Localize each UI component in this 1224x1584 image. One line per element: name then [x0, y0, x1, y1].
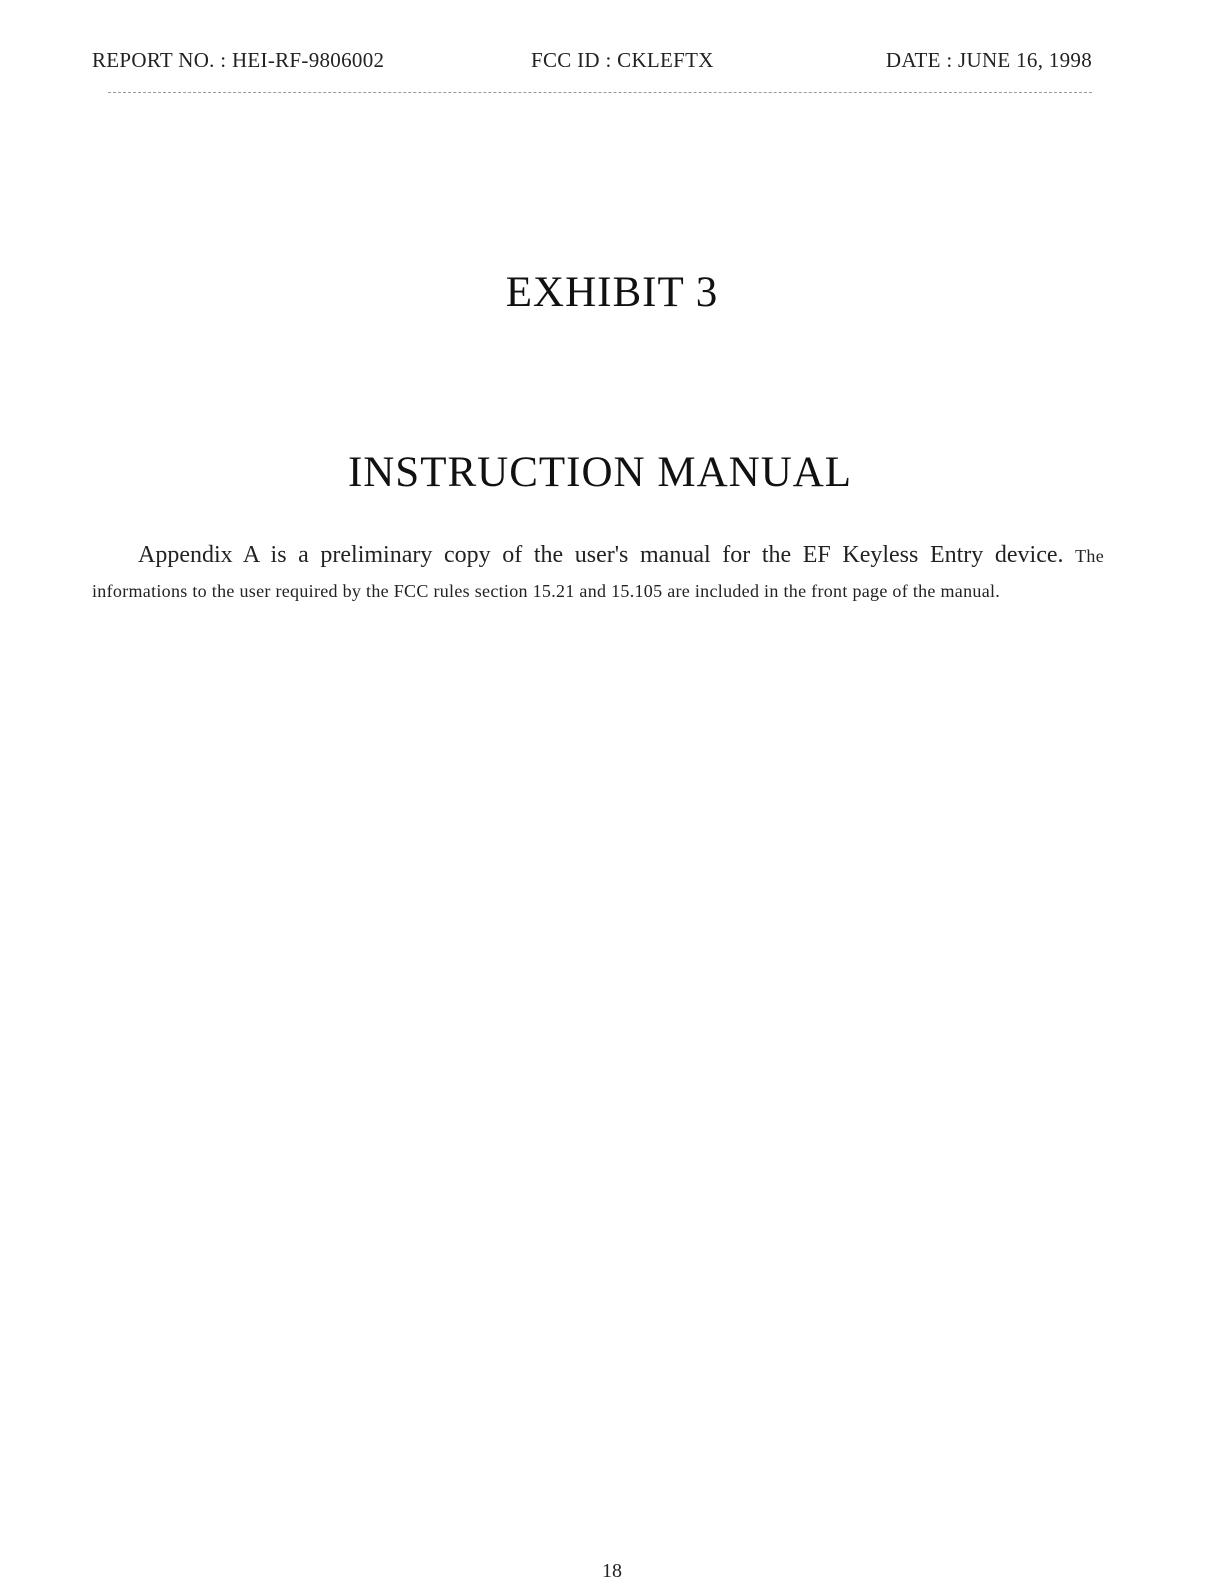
paragraph-lead: Appendix A is a preliminary copy of the user's manual for the EF Keyless Entry device. — [138, 542, 1076, 568]
page-header — [92, 48, 1092, 78]
report-number: REPORT NO. : HEI-RF-9806002 — [92, 48, 385, 72]
paragraph-rest: The informations to the user required by the FCC rules section 15.21 and 15.105 are included in the front page of the manual. — [92, 546, 1104, 601]
section-title: INSTRUCTION MANUAL — [347, 449, 853, 496]
body-paragraph — [92, 536, 1104, 608]
fcc-id: FCC ID : CKLEFTX — [531, 48, 714, 72]
exhibit-title: EXHIBIT 3 — [505, 269, 719, 316]
header-divider — [108, 92, 1092, 93]
page-number: 18 — [602, 1560, 622, 1582]
report-date: DATE : JUNE 16, 1998 — [885, 48, 1092, 72]
